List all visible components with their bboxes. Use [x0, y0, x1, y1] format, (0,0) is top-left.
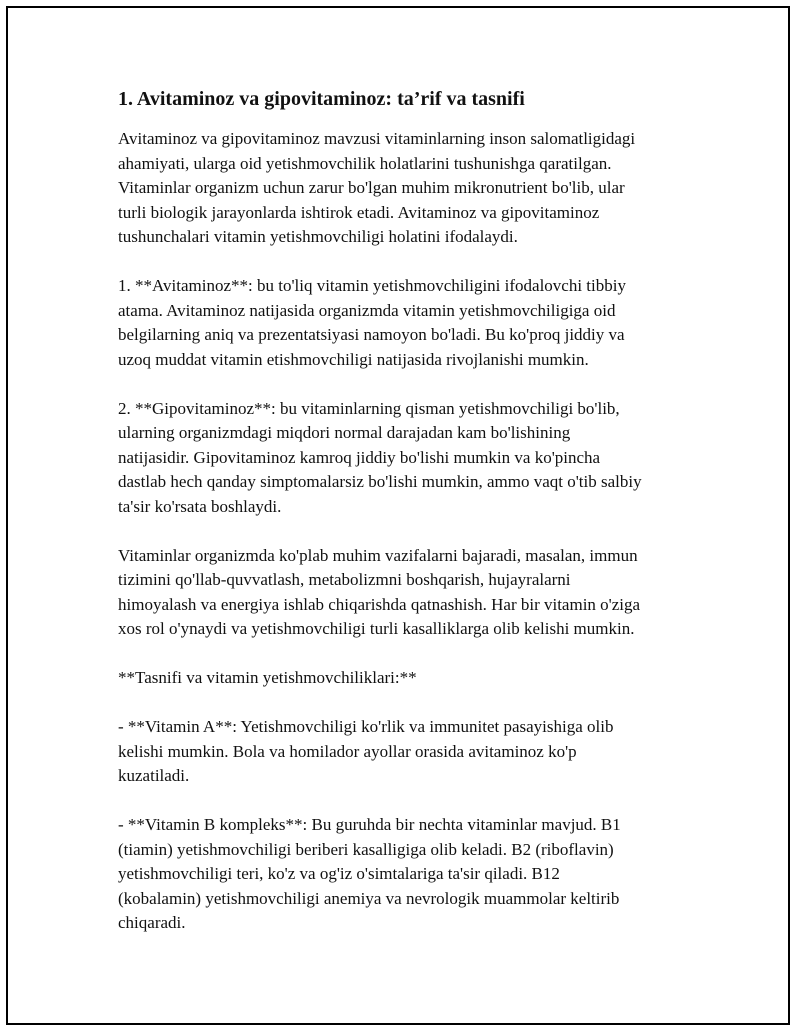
- section-title: 1. Avitaminoz va gipovitaminoz: ta’rif va tasnifi: [118, 88, 525, 110]
- classification-heading-paragraph: **Tasnifi va vitamin yetishmovchiliklari:**: [118, 668, 417, 687]
- vitamin-functions-paragraph: Vitaminlar organizmda ko'plab muhim vazifalarni bajaradi, masalan, immun tizimini qo'llab-quvvatlash, metabolizmni boshqarish, hujayralarni himoyalash va energiya ishlab chiqarishda qatnashish. Har bir vitamin o'ziga xos rol o'ynaydi va yetishmovchiligi turli kasalliklarga olib kelishi mumkin.: [118, 545, 641, 638]
- vitamin-b-complex-paragraph: - **Vitamin B kompleks**: Bu guruhda bir nechta vitaminlar mavjud. B1 (tiamin) yetishmovchiligi beriberi kasalligiga olib keladi. B2 (riboflavin) yetishmovchiligi teri, ko'z va og'iz o'simtalariga ta'sir qiladi. B12 (kobalamin) yetishmovchiligi anemiya va nevrologik muammolar keltirib chiqaradi.: [118, 815, 621, 932]
- avitaminoz-definition-paragraph: 1. **Avitaminoz**: bu to'liq vitamin yetishmovchiligini ifodalovchi tibbiy atama. Avitaminoz natijasida organizmda vitamin yetishmovchiligiga oid belgilarning aniq va prezentatsiyasi namoyon bo'ladi. Bu ko'proq jiddiy va uzoq muddat vitamin etishmovchiligi natijasida rivojlanishi mumkin.: [118, 276, 626, 369]
- document-body: [118, 88, 703, 936]
- intro-paragraph: Avitaminoz va gipovitaminoz mavzusi vitaminlarning inson salomatligidagi ahamiyati, ularga oid yetishmovchilik holatlarini tushunishga qaratilgan. Vitaminlar organizm uchun zarur bo'lgan muhim mikronutrient bo'lib, ular turli biologik jarayonlarda ishtirok etadi. Avitaminoz va gipovitaminoz tushunchalari vitamin yetishmovchiligi holatini ifodalaydi.: [118, 129, 636, 246]
- vitamin-a-paragraph: - **Vitamin A**: Yetishmovchiligi ko'rlik va immunitet pasayishiga olib kelishi mumkin. Bola va homilador ayollar orasida avitaminoz ko'p kuzatiladi.: [118, 717, 614, 785]
- gipovitaminoz-definition-paragraph: 2. **Gipovitaminoz**: bu vitaminlarning qisman yetishmovchiligi bo'lib, ularning organizmdagi miqdori normal darajadan kam bo'lishining natijasidir. Gipovitaminoz kamroq jiddiy bo'lishi mumkin va ko'pincha dastlab hech qanday simptomalarsiz bo'lishi mumkin, ammo vaqt o'tib salbiy ta'sir ko'rsata boshlaydi.: [118, 398, 642, 516]
